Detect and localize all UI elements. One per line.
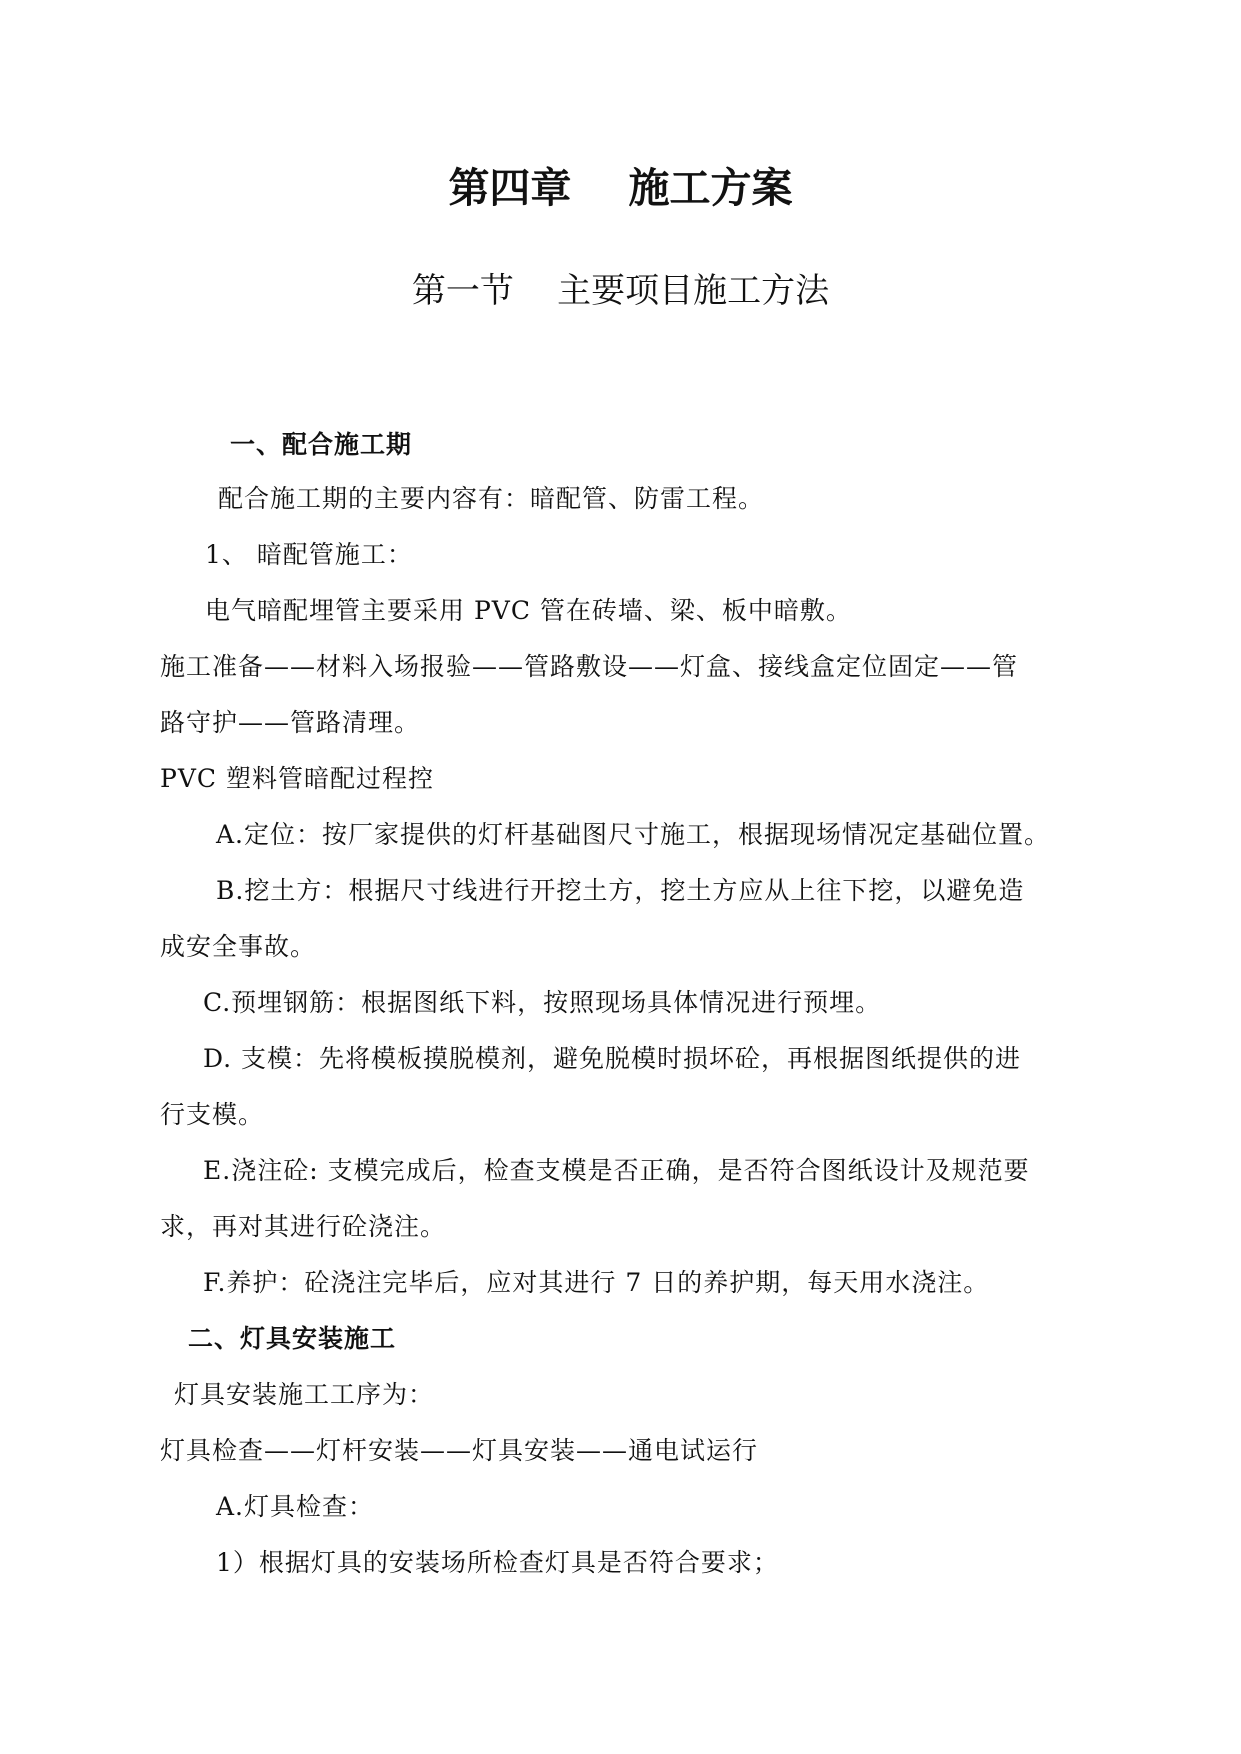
step-a: A.定位：按厂家提供的灯杆基础图尺寸施工，根据现场情况定基础位置。 [216,820,1051,849]
lamp-step-1: 1）根据灯具的安装场所检查灯具是否符合要求； [216,1548,779,1577]
step-f: F.养护：砼浇注完毕后，应对其进行 7 日的养护期，每天用水浇注。 [203,1268,990,1297]
heading-1: 一、配合施工期 [230,430,413,459]
process-line-1: 施工准备——材料入场报验——管路敷设——灯盒、接线盒定位固定——管 [160,652,1019,681]
step-b-line-1: B.挖土方：根据尺寸线进行开挖土方，挖土方应从上往下挖，以避免造 [216,876,1025,905]
step-e-line-2: 求，再对其进行砼浇注。 [160,1212,447,1241]
section-title: 第一节 主要项目施工方法 [411,271,830,311]
paragraph-intro: 配合施工期的主要内容有：暗配管、防雷工程。 [218,484,765,513]
step-b-line-2: 成安全事故。 [160,932,317,961]
heading-2: 二、灯具安装施工 [188,1324,397,1353]
paragraph-conduit: 电气暗配埋管主要采用 PVC 管在砖墙、梁、板中暗敷。 [205,596,852,625]
paragraph-pvc: PVC 塑料管暗配过程控 [160,764,434,793]
chapter-title: 第四章 施工方案 [448,164,793,212]
process-line-2: 路守护——管路清理。 [160,708,421,737]
step-e-line-1: E.浇注砼: 支模完成后，检查支模是否正确，是否符合图纸设计及规范要 [203,1156,1030,1185]
lamp-process-line: 灯具检查——灯杆安装——灯具安装——通电试运行 [160,1436,759,1465]
step-c: C.预埋钢筋：根据图纸下料，按照现场具体情况进行预埋。 [203,988,882,1017]
lamp-step-a: A.灯具检查： [216,1492,375,1521]
paragraph-lamp-procedure: 灯具安装施工工序为： [174,1380,435,1409]
step-d-line-1: D. 支模：先将模板摸脱模剂，避免脱模时损坏砼，再根据图纸提供的进 [203,1044,1022,1073]
list-item-1: 1、 暗配管施工： [205,540,413,569]
step-d-line-2: 行支模。 [160,1100,265,1129]
